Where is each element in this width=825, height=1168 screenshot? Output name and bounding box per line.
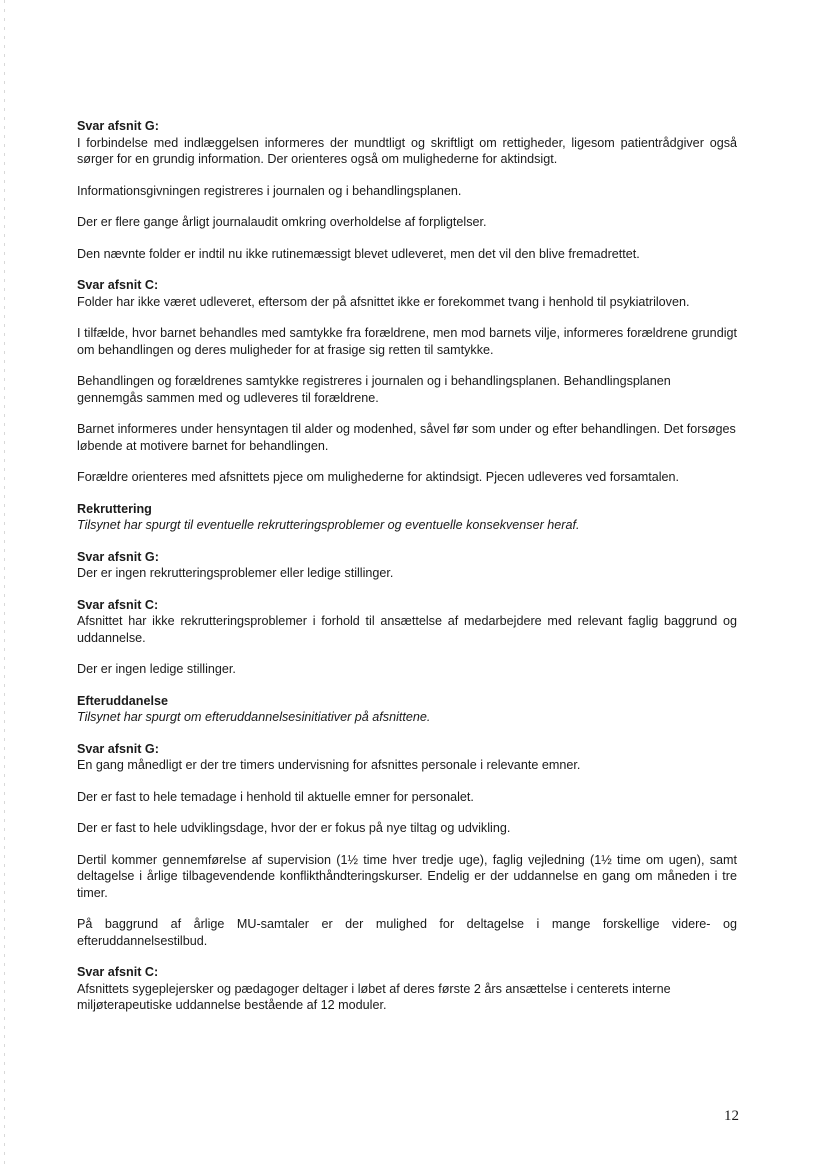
- paragraph: Folder har ikke været udleveret, eftersom der på afsnittet ikke er forekommet tvang i henhold til psykiatriloven.: [77, 294, 690, 309]
- section-heading: Svar afsnit C:: [77, 278, 159, 292]
- paragraph: Forældre orienteres med afsnittets pjece om mulighederne for aktindsigt. Pjecen udleveres ved forsamtalen.: [77, 470, 680, 484]
- paragraph: Der er fast to hele udviklingsdage, hvor der er fokus på nye tiltag og udvikling.: [77, 821, 511, 835]
- topic-question: Tilsynet har spurgt til eventuelle rekrutteringsproblemer og eventuelle konsekvenser heraf.: [77, 518, 580, 532]
- paragraph: Informationsgivningen registreres i journalen og i behandlingsplanen.: [77, 183, 462, 198]
- paragraph: I forbindelse med indlæggelsen informeres der mundtligt og skriftligt om rettigheder, ligesom patientrådgiver også sørger for en grundig information. Der orienteres også om mulighederne for aktindsigt.: [77, 135, 737, 166]
- page-number: 12: [724, 1108, 739, 1124]
- document-body: [77, 118, 737, 1029]
- answer-section-g: [77, 118, 737, 168]
- topic-heading: Rekruttering: [77, 501, 152, 516]
- paragraph: I tilfælde, hvor barnet behandles med samtykke fra forældrene, men mod barnets vilje, informeres forældrene grundigt om behandlingen og deres muligheder for at frasige sig retten til samtykke.: [77, 326, 737, 357]
- paragraph: Dertil kommer gennemførelse af supervision (1½ time hver tredje uge), faglig vejledning (1½ time om ugen), samt deltagelse i årlige tilbagevendende konflikthåndteringskurser. Endelig er der uddannelse en gang om måneden i tre timer.: [77, 852, 737, 900]
- paragraph: En gang månedligt er der tre timers undervisning for afsnittes personale i relevante emner.: [77, 758, 581, 772]
- section-heading: Svar afsnit G:: [77, 741, 159, 756]
- answer-section-c: [77, 597, 737, 647]
- paragraph: Afsnittets sygeplejersker og pædagoger deltager i løbet af deres første 2 års ansættelse i centerets interne miljøterapeutiske uddannelse bestående af 12 moduler.: [77, 981, 671, 1012]
- topic-question: Tilsynet har spurgt om efteruddannelsesinitiativer på afsnittene.: [77, 710, 431, 724]
- topic-section-rekruttering: [77, 501, 737, 534]
- paragraph: Der er ingen ledige stillinger.: [77, 662, 236, 676]
- paragraph: Afsnittet har ikke rekrutteringsproblemer i forhold til ansættelse af medarbejdere med relevant faglig baggrund og uddannelse.: [77, 614, 737, 645]
- paragraph: Der er flere gange årligt journalaudit omkring overholdelse af forpligtelser.: [77, 215, 487, 229]
- topic-heading: Efteruddanelse: [77, 693, 168, 708]
- section-heading: Svar afsnit G:: [77, 119, 159, 133]
- answer-section-g: [77, 549, 737, 582]
- section-heading: Svar afsnit C:: [77, 965, 159, 979]
- answer-section-c: [77, 277, 737, 310]
- paragraph: Der er ingen rekrutteringsproblemer eller ledige stillinger.: [77, 566, 394, 580]
- paragraph: Behandlingen og forældrenes samtykke registreres i journalen og i behandlingsplanen. Behandlingsplanen gennemgås sammen med og udleveres til forældrene.: [77, 374, 671, 405]
- paragraph: Der er fast to hele temadage i henhold til aktuelle emner for personalet.: [77, 789, 474, 804]
- paragraph: Den nævnte folder er indtil nu ikke rutinemæssigt blevet udleveret, men det vil den blive fremadrettet.: [77, 246, 640, 261]
- paragraph: På baggrund af årlige MU-samtaler er der mulighed for deltagelse i mange forskellige videre- og efteruddannelsestilbud.: [77, 917, 737, 948]
- section-heading: Svar afsnit G:: [77, 549, 159, 564]
- paragraph: Barnet informeres under hensyntagen til alder og modenhed, såvel før som under og efter behandlingen. Det forsøges løbende at motivere barnet for behandlingen.: [77, 422, 736, 453]
- answer-section-g: [77, 741, 737, 774]
- topic-section-efteruddanelse: [77, 693, 737, 726]
- scan-edge: [4, 0, 5, 1168]
- answer-section-c: [77, 964, 737, 1014]
- section-heading: Svar afsnit C:: [77, 597, 159, 612]
